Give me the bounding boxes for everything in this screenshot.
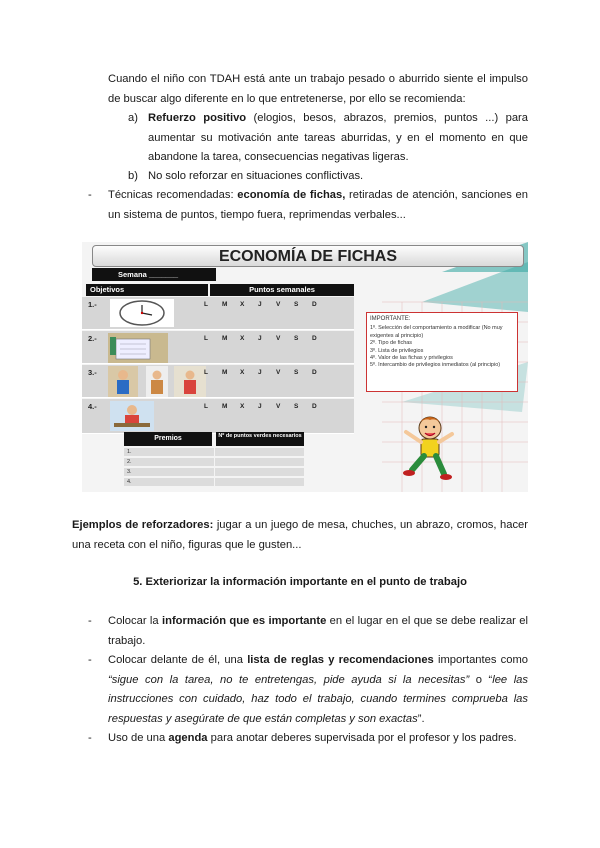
objective-row — [82, 331, 354, 364]
list-item-a — [148, 109, 528, 168]
homework-icon — [108, 333, 168, 363]
important-item: 2º. Tipo de fichas — [370, 340, 413, 347]
bullet-text: para anotar deberes supervisada por el profesor y los padres. — [207, 732, 517, 744]
objective-row — [82, 399, 354, 434]
bullet-marker: - — [88, 732, 92, 744]
intro-text: Cuando el niño con TDAH está ante un trabajo pesado o aburrido siente el impulso de buscar algo diferente en lo que entretenerse, por ello se recomienda: — [108, 73, 528, 105]
day-label: V — [276, 369, 281, 376]
objective-row — [82, 297, 354, 330]
day-label: S — [294, 335, 299, 342]
list-item-b — [148, 167, 528, 187]
day-label: M — [222, 335, 228, 342]
bullet-informacion — [108, 612, 528, 651]
day-label: S — [294, 403, 299, 410]
premio-row: 1. — [124, 448, 304, 457]
important-item: 3º. Lista de privilegios — [370, 347, 424, 354]
quote-italic: lee las instrucciones con cuidado, haz todo el trabajo, cuando termines comprueba las respuestas y asegúrate de que están completas y son exactas — [108, 673, 528, 725]
children-photos-icon — [108, 366, 206, 397]
premios-header: Premios — [124, 432, 212, 446]
important-item: 5º. Intercambio de privilegios inmediatos (al principio) — [370, 362, 501, 369]
bullet-marker: - — [88, 615, 92, 627]
premio-row: 2. — [124, 458, 304, 467]
bullet-text: o “ — [469, 673, 493, 686]
bullet-bold: agenda — [168, 732, 208, 744]
days-row — [204, 402, 330, 412]
quote-italic: “sigue con la tarea, no te entretengas, pide ayuda si la necesitas” — [108, 673, 470, 686]
list-marker-b: b) — [128, 170, 138, 182]
day-label: D — [312, 301, 317, 308]
important-title: IMPORTANTE: — [370, 316, 411, 322]
days-row — [204, 300, 330, 310]
bullet-tecnicas-pre: Técnicas recomendadas: — [108, 189, 238, 201]
row-number: 2.- — [88, 334, 97, 343]
puntos-verdes-header: Nº de puntos verdes necesarios — [216, 432, 304, 446]
day-label: X — [240, 403, 245, 410]
list-item-b-text: No solo reforzar en situaciones conflictivas. — [148, 170, 364, 182]
bullet-text: importantes como — [433, 654, 528, 666]
important-item: 1º. Selección del comportamiento a modificar (No muy exigentes al principio) — [370, 325, 503, 339]
day-label: D — [312, 369, 317, 376]
day-label: V — [276, 335, 281, 342]
bullet-marker: - — [88, 654, 92, 666]
day-label: X — [240, 301, 245, 308]
child-desk-icon — [110, 401, 154, 431]
col-objetivos: Objetivos — [86, 284, 208, 296]
bullet-text: en el lugar en el que se debe realizar el trabajo. — [108, 615, 528, 647]
day-label: J — [258, 301, 262, 308]
ejemplos-paragraph — [72, 516, 528, 555]
day-label: M — [222, 403, 228, 410]
day-label: X — [240, 335, 245, 342]
bullet-text: Colocar delante de él, una — [108, 654, 248, 666]
bullet-agenda — [108, 729, 528, 749]
bullet-bold: información que es importante — [162, 615, 327, 627]
row-number: 3.- — [88, 368, 97, 377]
ejemplos-bold: Ejemplos de reforzadores: — [72, 519, 214, 531]
list-marker-a: a) — [128, 112, 138, 124]
important-box — [366, 312, 518, 392]
premio-row: 4. — [124, 478, 304, 487]
bullet-text: ”. — [417, 712, 425, 725]
day-label: J — [258, 369, 262, 376]
objective-row — [82, 365, 354, 398]
day-label: V — [276, 301, 281, 308]
bullet-lista-reglas — [108, 651, 528, 729]
premio-row: 3. — [124, 468, 304, 477]
day-label: L — [204, 335, 208, 342]
bullet-text: Uso de una — [108, 732, 169, 744]
day-label: L — [204, 301, 208, 308]
day-label: S — [294, 369, 299, 376]
day-label: X — [240, 369, 245, 376]
list-item-a-text: (elogios, besos, abrazos, premios, puntos ...) para aumentar su motivación ante tareas aburridas, y en el momento en que abandone la tarea, consecuencias negativas ligeras. — [148, 112, 528, 163]
economia-fichas-bold: economía de fichas, — [237, 189, 346, 201]
row-number: 1.- — [88, 300, 97, 309]
bullet-text: Colocar la — [108, 615, 163, 627]
day-label: L — [204, 369, 208, 376]
intro-paragraph — [108, 70, 528, 109]
day-label: J — [258, 403, 262, 410]
days-row — [204, 334, 330, 344]
day-label: D — [312, 403, 317, 410]
week-label: Semana _______ — [92, 268, 216, 281]
refuerzo-positivo-bold: Refuerzo positivo — [148, 112, 247, 124]
economia-fichas-figure — [82, 242, 528, 492]
important-item: 4º. Valor de las fichas y privilegios — [370, 355, 453, 362]
section-5-heading: 5. Exteriorizar la información importante en el punto de trabajo — [133, 576, 467, 588]
jumping-boy-icon — [398, 412, 458, 484]
col-puntos: Puntos semanales — [210, 284, 354, 296]
bullet-tecnicas-post: retiradas de atención, sanciones en un sistema de puntos, tiempo fuera, reprimendas verbales... — [108, 189, 528, 221]
ejemplos-text: jugar a un juego de mesa, chuches, un abrazo, cromos, hacer una receta con el niño, figuras que le gusten... — [72, 519, 528, 551]
days-row — [204, 368, 330, 378]
bullet-marker: - — [88, 189, 92, 201]
day-label: M — [222, 369, 228, 376]
day-label: M — [222, 301, 228, 308]
row-number: 4.- — [88, 402, 97, 411]
clock-icon — [110, 299, 174, 327]
day-label: V — [276, 403, 281, 410]
day-label: S — [294, 301, 299, 308]
day-label: J — [258, 335, 262, 342]
bullet-tecnicas — [108, 186, 528, 225]
day-label: D — [312, 335, 317, 342]
bullet-bold: lista de reglas y recomendaciones — [247, 654, 434, 666]
figure-title: ECONOMÍA DE FICHAS — [92, 245, 524, 267]
day-label: L — [204, 403, 208, 410]
